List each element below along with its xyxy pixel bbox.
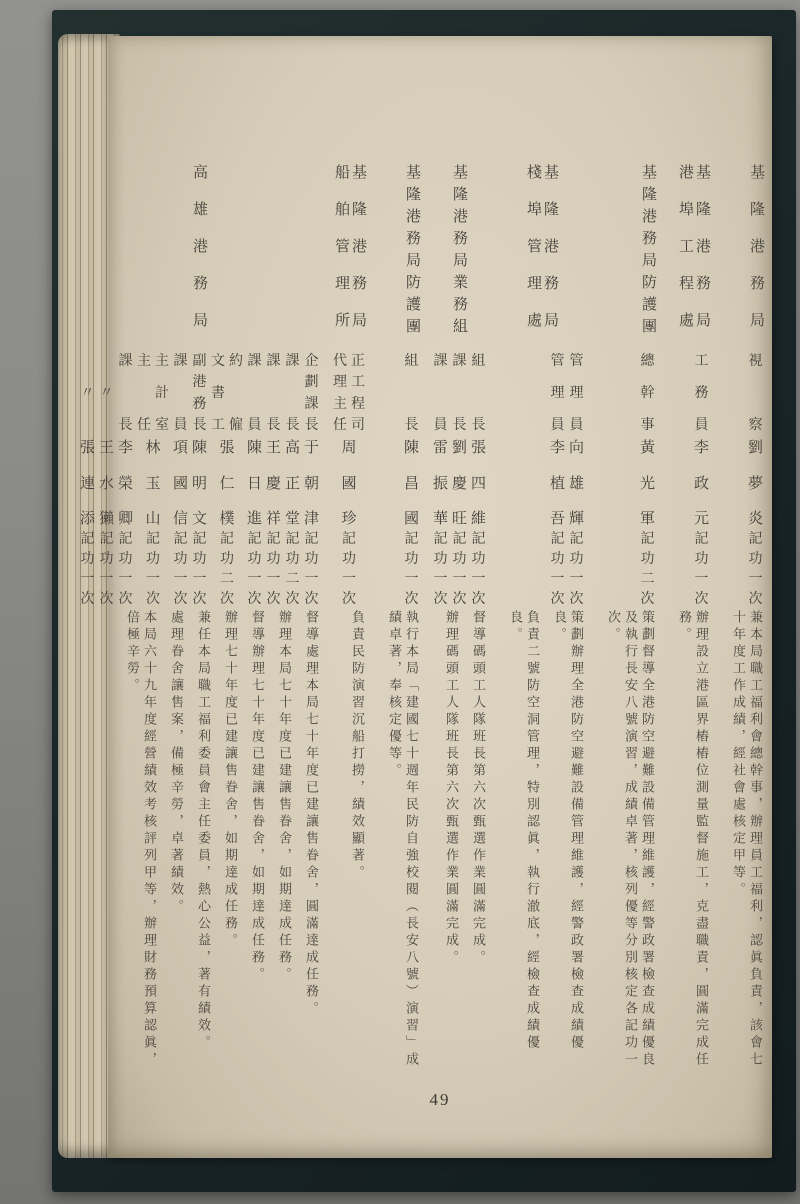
title-column: 課 長	[285, 354, 300, 433]
description-paragraph: 執行本局「建國七十週年民防自強校閱（長安八號）演習」成績卓著，奉核定優等。	[387, 610, 419, 1069]
person-title	[748, 350, 764, 434]
person-title	[452, 350, 468, 434]
person-name: 李 政 元	[693, 440, 709, 527]
person-title	[332, 350, 366, 434]
entries-row	[77, 350, 320, 607]
title-column: 課 員	[247, 354, 262, 433]
group-descriptions	[376, 610, 420, 1085]
entries-row	[330, 350, 366, 607]
person-title	[192, 350, 208, 434]
table-group	[376, 164, 420, 1085]
title-column: 管 理 員	[569, 354, 584, 433]
title-column: 副 港 務 長	[192, 354, 207, 433]
person-column	[265, 350, 282, 607]
person-merit: 記 功 一 次	[748, 532, 763, 607]
person-name: 周 國 珍	[341, 440, 357, 527]
entries-row	[720, 350, 764, 607]
person-column	[191, 350, 208, 607]
org-name: 基隆港務局防護團	[640, 164, 656, 340]
person-title	[569, 350, 585, 434]
org-name: 基隆港務局棧埠管理處	[525, 164, 558, 349]
org-name: 基隆港務局業務組	[451, 164, 467, 340]
group-descriptions	[433, 610, 487, 1085]
person-title	[80, 350, 96, 434]
org-name: 基隆港務局船舶管理所	[333, 164, 366, 349]
title-column: 組 長	[404, 354, 419, 433]
title-column: 約 僱	[229, 354, 243, 433]
table-group	[430, 164, 487, 1085]
org-name: 基隆港務局	[748, 164, 764, 349]
person-title	[173, 350, 189, 434]
description-paragraph: 辦理本局七十年度已建讓售眷舍，如期達成任務。	[277, 610, 292, 984]
person-name: 劉 夢 炎	[747, 440, 763, 527]
group-descriptions	[720, 610, 764, 1085]
person-merit: 記 功 一 次	[247, 532, 262, 607]
person-name: 項 國 信	[172, 440, 188, 527]
group-descriptions	[339, 610, 366, 1085]
entries-row	[430, 350, 487, 607]
title-column: 課 長	[452, 354, 467, 433]
org-name: 高雄港務局	[191, 164, 207, 349]
org-name: 基隆港務局防護團	[404, 164, 420, 340]
table-group	[595, 164, 656, 1085]
person-name: 張 仁 樸	[219, 440, 235, 527]
person-merit: 記 功 一 次	[173, 532, 188, 607]
description-paragraph: 督導辦理七十年度已建讓售眷舍，如期達成任務。	[250, 610, 265, 984]
person-name: 陳 日 進	[246, 440, 262, 527]
page-number: 49	[429, 1090, 451, 1109]
person-merit: 記 功 一 次	[569, 532, 584, 607]
org-name: 基隆港務局港埠工程處	[677, 164, 710, 349]
group-descriptions	[114, 610, 320, 1085]
description-paragraph: 策劃辦理全港防空避難設備管理維護，經警政署檢查成績優良。	[552, 610, 584, 1052]
title-column: 組 長	[471, 354, 486, 433]
entries-row	[497, 350, 585, 607]
person-title	[640, 350, 656, 434]
title-column: 總 幹 事	[640, 354, 655, 433]
group-descriptions	[497, 610, 585, 1085]
person-title	[266, 350, 282, 434]
title-column: 正 工 程 司	[351, 354, 365, 433]
description-paragraph: 負責二號防空洞管理，特別認眞，執行澈底，經檢查成績優良。	[508, 610, 540, 1052]
person-name: 林 玉 山	[145, 440, 161, 527]
person-column	[98, 350, 115, 607]
entries-row	[376, 350, 420, 607]
title-column: 視 察	[748, 354, 763, 433]
person-name: 張 四 維	[470, 440, 486, 527]
person-title	[471, 350, 487, 434]
person-title	[550, 350, 566, 434]
person-title	[99, 350, 115, 434]
person-title	[694, 350, 710, 434]
title-column: 課 長	[266, 354, 281, 433]
person-name: 黃 光 軍	[639, 440, 655, 527]
title-column: 主 計 室	[155, 354, 169, 433]
group-descriptions	[595, 610, 656, 1085]
person-merit: 記 功 二 次	[220, 532, 234, 607]
title-column: 企 劃 課 長	[304, 354, 319, 433]
person-merit: 記 功 一 次	[118, 532, 133, 607]
person-merit: 記 功 二 次	[640, 532, 655, 607]
person-column	[451, 350, 468, 607]
person-name: 高 正 堂	[284, 440, 300, 527]
person-merit: 記 功 一 次	[433, 532, 448, 607]
person-name: 陳 昌 國	[403, 440, 419, 527]
person-name: 劉 慶 旺	[451, 440, 467, 527]
person-column	[747, 350, 764, 607]
merit-table	[79, 164, 764, 1085]
title-column: 〃	[99, 386, 114, 401]
person-column	[693, 350, 710, 607]
person-title	[404, 350, 420, 434]
person-title	[210, 350, 244, 434]
person-column	[284, 350, 301, 607]
person-merit: 記 功 一 次	[80, 532, 95, 607]
person-name: 雷 振 華	[432, 440, 448, 527]
person-merit: 記 功 一 次	[304, 532, 319, 607]
title-column: 主 任	[137, 354, 151, 433]
group-descriptions	[666, 610, 710, 1085]
description-paragraph: 負責民防演習沉船打撈，績效顯著。	[350, 610, 365, 882]
table-group	[77, 164, 320, 1085]
person-column	[303, 350, 320, 607]
entries-row	[666, 350, 710, 607]
person-merit: 記 功 一 次	[266, 532, 281, 607]
person-title	[136, 350, 170, 434]
person-merit: 記 功 一 次	[550, 532, 565, 607]
person-column	[79, 350, 96, 607]
title-column: 工 務 員	[694, 354, 709, 433]
person-column	[117, 350, 134, 607]
table-group	[666, 164, 710, 1085]
person-column	[210, 350, 244, 607]
description-paragraph: 辦理設立港區界樁樁位測量監督施工，克盡職責，圓滿完成任務。	[677, 610, 709, 1069]
person-column	[639, 350, 656, 607]
title-column: 代 理 主 任	[333, 354, 347, 433]
person-merit: 記 功 一 次	[404, 532, 419, 607]
person-title	[433, 350, 449, 434]
person-column	[568, 350, 585, 607]
person-column	[136, 350, 170, 607]
person-name: 李 植 吾	[549, 440, 565, 527]
description-paragraph: 兼本局職工福利會總幹事，辦理員工福利，認眞負責，該會七十年度工作成績，經社會處核定甲等。	[731, 610, 763, 1069]
person-name: 張 連 添	[79, 440, 95, 527]
person-title	[304, 350, 320, 434]
person-merit: 記 功 一 次	[99, 532, 114, 607]
description-paragraph: 辦理七十年度已建讓售眷舍，如期達成任務。	[223, 610, 238, 950]
person-name: 王 水 獺	[98, 440, 114, 527]
person-column	[403, 350, 420, 607]
person-merit: 記 功 二 次	[285, 532, 300, 607]
person-name: 李 榮 卿	[117, 440, 133, 527]
description-paragraph: 兼任本局職工福利委員會主任委員，熱心公益，著有績效。	[196, 610, 211, 1052]
person-merit: 記 功 一 次	[694, 532, 709, 607]
title-column: 文 書 工	[211, 354, 225, 433]
description-paragraph: 辦理碼頭工人隊班長第六次甄選作業圓滿完成。	[444, 610, 459, 967]
person-column	[332, 350, 366, 607]
person-column	[246, 350, 263, 607]
title-column: 〃	[80, 386, 95, 401]
person-column	[470, 350, 487, 607]
person-column	[549, 350, 566, 607]
person-name: 向 雄 輝	[568, 440, 584, 527]
description-paragraph: 本局六十九年度經營績效考核評列甲等，辦理財務預算認眞，倍極辛勞。	[125, 610, 157, 1069]
book-page	[79, 36, 772, 1158]
table-group	[330, 164, 366, 1085]
entries-row	[595, 350, 656, 607]
description-paragraph: 策劃督導全港防空避難設備管理維護，經警政署檢查成績優良及執行長安八號演習，成績卓著，核列優等分別核定各記功一次。	[606, 610, 655, 1069]
person-merit: 記 功 一 次	[146, 532, 160, 607]
table-group	[720, 164, 764, 1085]
person-name: 于 朝 津	[303, 440, 319, 527]
person-column	[432, 350, 449, 607]
description-paragraph: 督導碼頭工人隊班長第六次甄選作業圓滿完成。	[471, 610, 486, 967]
title-column: 管 理 員	[550, 354, 565, 433]
table-group	[497, 164, 585, 1085]
person-merit: 記 功 一 次	[452, 532, 467, 607]
person-title	[285, 350, 301, 434]
person-merit: 記 功 一 次	[192, 532, 207, 607]
person-column	[172, 350, 189, 607]
title-column: 課 員	[173, 354, 188, 433]
person-merit: 記 功 一 次	[471, 532, 486, 607]
person-title	[247, 350, 263, 434]
description-paragraph: 處理眷舍讓售案，備極辛勞，卓著績效。	[169, 610, 184, 916]
person-name: 王 慶 祥	[265, 440, 281, 527]
title-column: 課 員	[433, 354, 448, 433]
person-merit: 記 功 一 次	[342, 532, 356, 607]
person-title	[118, 350, 134, 434]
person-name: 陳 明 文	[191, 440, 207, 527]
description-paragraph: 督導處理本局七十年度已建讓售眷舍，圓滿達成任務。	[304, 610, 319, 1018]
title-column: 課 長	[118, 354, 133, 433]
